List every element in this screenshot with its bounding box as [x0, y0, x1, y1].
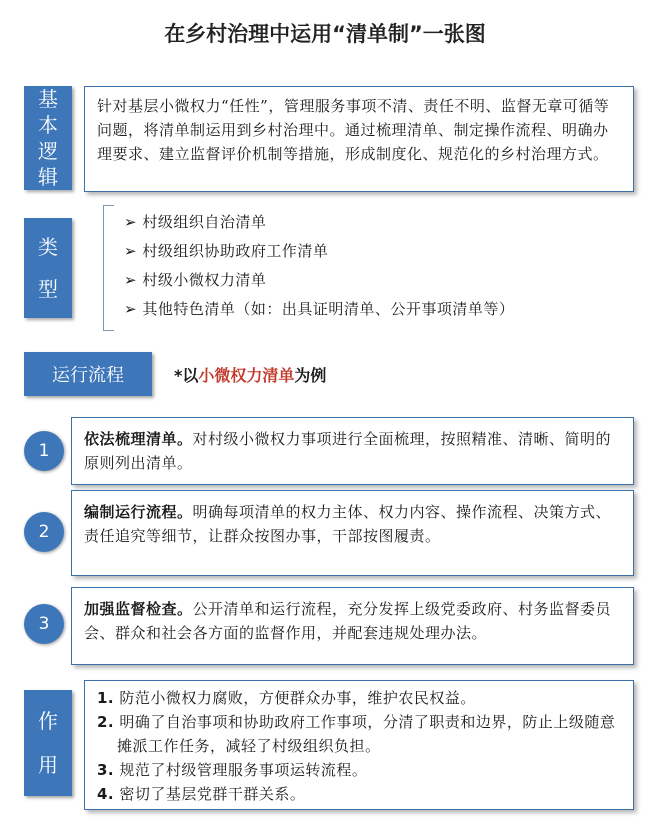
effects-item — [97, 782, 623, 806]
effects-item-number: 1. — [97, 689, 115, 707]
process-note — [174, 363, 326, 386]
effects-item — [97, 710, 623, 758]
step-heading: 加强监督检查。 — [84, 600, 193, 618]
process-label: 运行流程 — [24, 352, 152, 396]
basic-logic-label-char: 逻 — [38, 139, 58, 163]
effects-item — [97, 758, 623, 782]
types-list-item-text: 村级小微权力清单 — [142, 271, 267, 289]
arrow-bullet-icon: ➢ — [124, 242, 138, 260]
arrow-bullet-icon: ➢ — [124, 213, 138, 231]
effects-item-text: 防范小微权力腐败，方便群众办事，维护农民权益。 — [119, 689, 476, 707]
step-box — [71, 490, 634, 576]
arrow-bullet-icon: ➢ — [124, 300, 138, 318]
basic-logic-label-char: 基 — [38, 87, 58, 111]
types-list-item-text: 村级组织自治清单 — [142, 213, 267, 231]
process-note-prefix: *以 — [174, 366, 199, 385]
arrow-bullet-icon: ➢ — [124, 271, 138, 289]
step-body: 对村级小微权力事项进行全面梳理，按照精准、清晰、简明的原则列出清单。 — [84, 430, 612, 472]
basic-logic-box — [84, 86, 634, 192]
types-list-item-text: 其他特色清单（如：出具证明清单、公开事项清单等） — [142, 300, 515, 318]
types-bracket — [103, 205, 114, 331]
basic-logic-label — [24, 86, 72, 190]
effects-label-char: 用 — [38, 753, 58, 777]
step-number: 2 — [24, 512, 64, 552]
types-label-char: 型 — [38, 277, 58, 301]
effects-item-text: 密切了基层党群干群关系。 — [119, 785, 306, 803]
effects-item-number: 4. — [97, 785, 115, 803]
effects-item-text: 明确了自治事项和协助政府工作事项，分清了职责和边界，防止上级随意摊派工作任务，减轻了村级组织负担。 — [117, 713, 616, 755]
types-list-item — [124, 237, 639, 266]
effects-item — [97, 686, 623, 710]
process-note-suffix: 为例 — [294, 366, 327, 385]
effects-label-char: 作 — [38, 709, 58, 733]
basic-logic-label-char: 辑 — [38, 165, 58, 189]
basic-logic-label-char: 本 — [38, 113, 58, 137]
step-heading: 编制运行流程。 — [84, 503, 193, 521]
step-box — [71, 417, 634, 485]
effects-item-text: 规范了村级管理服务事项运转流程。 — [119, 761, 368, 779]
effects-item-number: 3. — [97, 761, 115, 779]
step-body: 明确每项清单的权力主体、权力内容、操作流程、决策方式、责任追究等细节，让群众按图办事，干部按图履责。 — [84, 503, 612, 545]
types-list-item — [124, 208, 639, 237]
step-box — [71, 587, 634, 665]
step-number: 3 — [24, 604, 64, 644]
types-list-item — [124, 266, 639, 295]
step-body: 公开清单和运行流程，充分发挥上级党委政府、村务监督委员会、群众和社会各方面的监督作用，并配套违规处理办法。 — [84, 600, 612, 642]
page-title: 在乡村治理中运用“清单制”一张图 — [164, 22, 486, 46]
types-label — [24, 218, 72, 318]
effects-box — [84, 680, 634, 810]
types-list — [124, 208, 639, 324]
types-label-char: 类 — [38, 235, 58, 259]
effects-label — [24, 690, 72, 796]
process-note-highlight: 小微权力清单 — [198, 366, 295, 385]
step-number: 1 — [24, 431, 64, 471]
types-list-item-text: 村级组织协助政府工作清单 — [142, 242, 329, 260]
step-heading: 依法梳理清单。 — [84, 430, 193, 448]
basic-logic-text: 针对基层小微权力“任性”，管理服务事项不清、责任不明、监督无章可循等问题，将清单制运用到乡村治理中。通过梳理清单、制定操作流程、明确办理要求、建立监督评价机制等措施，形成制度化、规范化的乡村治理方式。 — [97, 97, 610, 163]
types-list-item — [124, 295, 639, 324]
effects-item-number: 2. — [97, 713, 115, 731]
